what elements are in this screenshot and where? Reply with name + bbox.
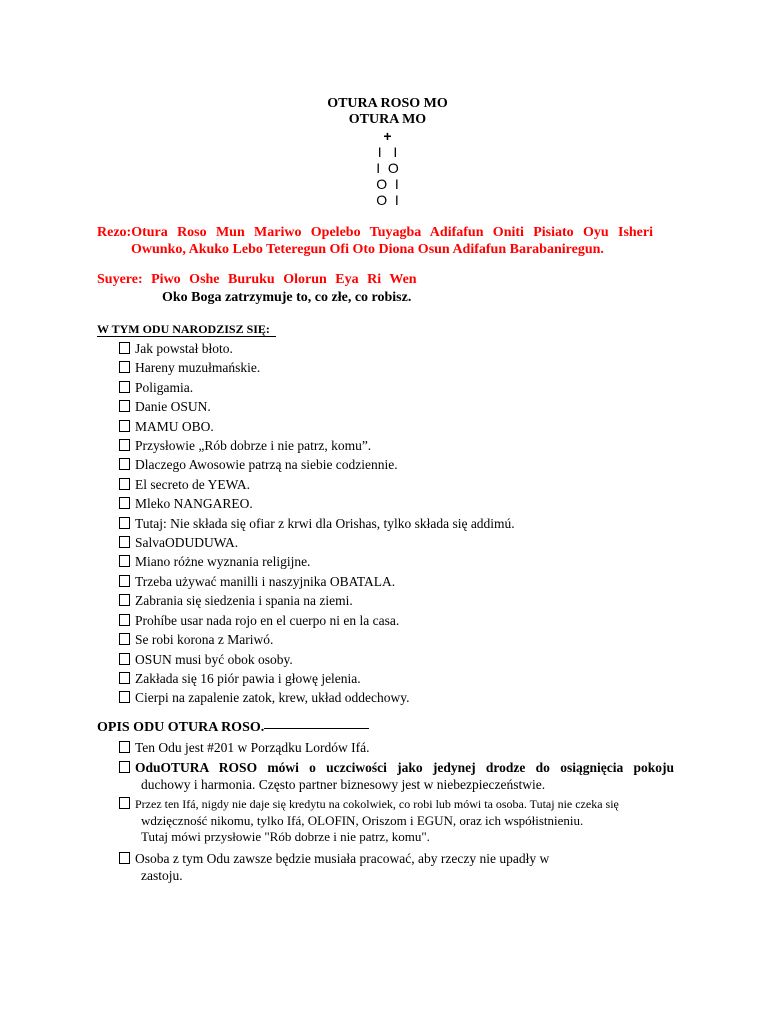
list-item: Mleko NANGAREO.: [119, 494, 515, 513]
list-item: Cierpi na zapalenie zatok, krew, układ oddechowy.: [119, 688, 515, 707]
suyere-translation: Oko Boga zatrzymuje to, co złe, co robisz.: [162, 290, 412, 305]
odu-sign-row: I O: [376, 160, 399, 176]
checkbox-glyph-icon: [119, 761, 130, 773]
suyere-text: Suyere: Piwo Oshe Buruku Olorun Eya Ri Wen: [97, 272, 417, 287]
section-heading-text: W TYM ODU NARODZISZ SIĘ:: [97, 322, 276, 337]
odu-sign-row: I I: [377, 144, 398, 160]
list-item: Tutaj: Nie składa się ofiar z krwi dla Orishas, tylko składa się addimú.: [119, 514, 515, 533]
checkbox-glyph-icon: [119, 594, 130, 606]
section-heading-born: [97, 322, 276, 337]
rezo-paragraph: [97, 224, 653, 258]
checkbox-glyph-icon: [119, 797, 130, 809]
checkbox-glyph-icon: [119, 420, 130, 432]
checkbox-glyph-icon: [119, 614, 130, 626]
born-list: [119, 339, 515, 708]
odu-sign-row: O I: [376, 176, 399, 192]
heading-underline: [264, 728, 369, 729]
checkbox-glyph-icon: [119, 653, 130, 665]
list-item: Danie OSUN.: [119, 397, 515, 416]
list-item: Zabrania się siedzenia i spania na ziemi.: [119, 591, 515, 610]
list-item: OSUN musi być obok osoby.: [119, 650, 515, 669]
list-item: El secreto de YEWA.: [119, 475, 515, 494]
list-item: Poligamia.: [119, 378, 515, 397]
checkbox-glyph-icon: [119, 575, 130, 587]
checkbox-glyph-icon: [119, 852, 130, 864]
odu-title: OTURA ROSO MO: [327, 96, 448, 111]
checkbox-glyph-icon: [119, 691, 130, 703]
checkbox-glyph-icon: [119, 400, 130, 412]
checkbox-glyph-icon: [119, 342, 130, 354]
list-item: Prohíbe usar nada rojo en el cuerpo ni en la casa.: [119, 611, 515, 630]
list-item: Przez ten Ifá, nigdy nie daje się kredytu na cokolwiek, co robi lub mówi ta osoba. Tutaj nie czeka się wdzięczność nikomu, tylko Ifá, OLOFIN, Oriszom i EGUN, oraz ich współistnieniu. Tutaj mówi przysłowie "Rób dobrze i nie patrz, komu".: [119, 796, 674, 846]
list-item: Przysłowie „Rób dobrze i nie patrz, komu”.: [119, 436, 515, 455]
checkbox-glyph-icon: [119, 381, 130, 393]
odu-sign-row: O I: [376, 192, 399, 208]
checkbox-glyph-icon: [119, 478, 130, 490]
checkbox-glyph-icon: [119, 439, 130, 451]
list-item: Osoba z tym Odu zawsze będzie musiała pracować, aby rzeczy nie upadły w zastoju.: [119, 850, 674, 884]
section-heading-description: [97, 720, 369, 736]
list-item: Se robi korona z Mariwó.: [119, 630, 515, 649]
rezo-line: Owunko, Akuko Lebo Teteregun Ofi Oto Diona Osun Adifafun Barabaniregun.: [131, 242, 604, 257]
list-item: Zakłada się 16 piór pawia i głowę jelenia.: [119, 669, 515, 688]
checkbox-glyph-icon: [119, 458, 130, 470]
list-item: Hareny muzułmańskie.: [119, 358, 515, 377]
list-item: Trzeba używać manilli i naszyjnika OBATALA.: [119, 572, 515, 591]
checkbox-glyph-icon: [119, 497, 130, 509]
list-item: Jak powstał błoto.: [119, 339, 515, 358]
checkbox-glyph-icon: [119, 672, 130, 684]
checkbox-glyph-icon: [119, 361, 130, 373]
list-item: OduOTURA ROSO mówi o uczciwości jako jedynej drodze do osiągnięcia pokoju duchowy i harmonia. Często partner biznesowy jest w niebezpieczeństwie.: [119, 759, 674, 793]
checkbox-glyph-icon: [119, 633, 130, 645]
checkbox-glyph-icon: [119, 555, 130, 567]
odu-sign-cross: +: [383, 128, 392, 144]
checkbox-glyph-icon: [119, 741, 130, 753]
list-item: Ten Odu jest #201 w Porządku Lordów Ifá.: [119, 739, 674, 756]
list-item: Dlaczego Awosowie patrzą na siebie codziennie.: [119, 455, 515, 474]
list-item: MAMU OBO.: [119, 417, 515, 436]
checkbox-glyph-icon: [119, 517, 130, 529]
checkbox-glyph-icon: [119, 536, 130, 548]
description-list: [119, 739, 674, 884]
list-item: SalvaODUDUWA.: [119, 533, 515, 552]
section-heading-text: OPIS ODU OTURA ROSO.: [97, 720, 265, 735]
rezo-line: Rezo:Otura Roso Mun Mariwo Opelebo Tuyagba Adifafun Oniti Pisiato Oyu Isheri: [97, 225, 653, 240]
odu-subtitle: OTURA MO: [348, 112, 427, 127]
list-item: Miano różne wyznania religijne.: [119, 552, 515, 571]
